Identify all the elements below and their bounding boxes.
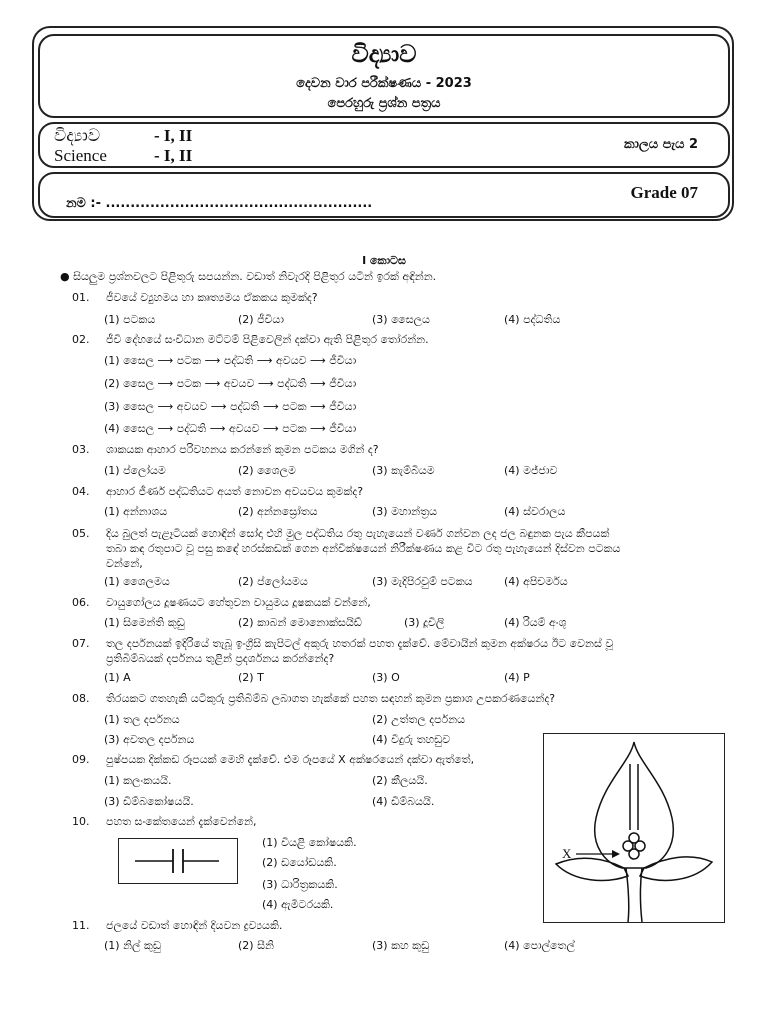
question-number: 10. bbox=[72, 815, 90, 828]
flower-diagram bbox=[543, 733, 725, 923]
question-text: ජීවී දේහයේ සංවිධාන මට්ටම් පිළිවෙලින් දක්වා ඇති පිළිතුර තෝරන්න. bbox=[106, 333, 429, 346]
subject-code-en: - I, II bbox=[154, 146, 193, 165]
subject-sinhala: විද්‍යාව - I, II bbox=[54, 126, 193, 145]
option[interactable]: (1) කලංකයයි. bbox=[104, 774, 172, 787]
option[interactable]: (4) වීදුරු තහඩුව bbox=[372, 733, 451, 746]
option[interactable]: (4) පොල්තෙල් bbox=[504, 939, 575, 952]
option[interactable]: (4) පද්ධතිය bbox=[504, 313, 561, 326]
option[interactable]: (4) ඇමීටරයකි. bbox=[262, 898, 334, 911]
exam-name: දෙවන වාර පරීක්ෂණය - 2023 bbox=[296, 76, 472, 91]
question-number: 03. bbox=[72, 443, 90, 456]
option[interactable]: (1) අන්නාශය bbox=[104, 505, 168, 518]
subject-english: Science - I, II bbox=[54, 146, 193, 165]
option[interactable]: (1) නිල් කුඩු bbox=[104, 939, 161, 952]
question-text-line3: වන්නේ, bbox=[106, 557, 143, 570]
question-text: ශාකයක ආහාර පරිවහනය කරන්නේ කුමන පටකය මගින් ද? bbox=[106, 443, 379, 456]
option[interactable]: (1) පටකය bbox=[104, 313, 156, 326]
option[interactable]: (1) ප්ලෝයම bbox=[104, 464, 166, 477]
question-number: 04. bbox=[72, 485, 90, 498]
option[interactable]: (4) ඩිම්බයයි. bbox=[372, 795, 435, 808]
option[interactable]: (1) තල දර්පනය bbox=[104, 713, 180, 726]
option[interactable]: (2) උත්තල දර්පනය bbox=[372, 713, 466, 726]
question-text: පුෂ්පයක දික්කඩ රූපයක් මෙහි දැක්වේ. එම රූපයේ X අක්ෂරයෙන් දක්වා ඇත්තේ, bbox=[106, 753, 475, 766]
grade-label: Grade 07 bbox=[630, 183, 698, 202]
question-text: තල දර්පනයක් ඉදිරියේ තැබූ ඉංග්‍රීසි කැපිටල් අකුරු හතරක් පහත දැක්වේ. මේවායින් කුමන අක්ෂරය ඊට වෙනස් වූ bbox=[106, 637, 614, 650]
title-box bbox=[38, 34, 730, 118]
paper-name: පෙරහුරු ප්‍රශ්න පත්‍රය bbox=[327, 96, 441, 111]
question-text: ජලයේ වඩාත් හොඳින් දියවන ද්‍රව්‍යයකි. bbox=[106, 919, 283, 932]
name-field[interactable]: නම :- ...................................................... bbox=[66, 196, 373, 211]
question-text: ජීවයේ ව්‍යුහමය හා කෘත්‍යමය ඒකකය කුමක්ද? bbox=[106, 291, 318, 304]
option[interactable]: (4) P bbox=[504, 671, 530, 684]
option[interactable]: (3) කහ කුඩු bbox=[372, 939, 430, 952]
option[interactable]: (2) T bbox=[238, 671, 264, 684]
question-number: 08. bbox=[72, 692, 90, 705]
time-allowed: කාලය පැය 2 bbox=[624, 137, 698, 152]
option[interactable]: (3) සෛලය bbox=[372, 313, 430, 326]
question-number: 09. bbox=[72, 753, 90, 766]
name-box bbox=[38, 172, 730, 218]
option[interactable]: (2) ප්ලෝයමය bbox=[238, 575, 308, 588]
option[interactable]: (1) සෛල ⟶ පටක ⟶ පද්ධති ⟶ අවයව ⟶ ජීවියා bbox=[104, 354, 357, 367]
section-title: I කොටස bbox=[362, 254, 406, 267]
option[interactable]: (2) ඩයෝඩයකි. bbox=[262, 856, 337, 869]
question-text: පහත සංකේතයෙන් දැක්වෙන්නේ, bbox=[106, 815, 257, 828]
capacitor-symbol bbox=[119, 839, 237, 883]
x-label: X bbox=[562, 846, 572, 861]
option[interactable]: (4) සෛල ⟶ පද්ධති ⟶ අවයව ⟶ පටක ⟶ ජීවියා bbox=[104, 422, 357, 435]
option[interactable]: (3) O bbox=[372, 671, 400, 684]
question-text: ආහාර ජීර්ණ පද්ධතියට අයත් නොවන අවයවය කුමක්ද? bbox=[106, 485, 364, 498]
question-text: දිය බුලත් පැළෑටියක් හොඳින් සෝදා එහි මුල පද්ධතිය රතු පැහැයෙන් වර්ණ ගන්වන ලද ජල බඳුනක පැය කීපයක් bbox=[106, 527, 610, 540]
page-title: විද්‍යාව bbox=[351, 40, 417, 68]
option[interactable]: (2) කාබන් මොනොක්සයිඩ් bbox=[238, 616, 362, 629]
option[interactable]: (3) සෛල ⟶ අවයව ⟶ පද්ධති ⟶ පටක ⟶ ජීවියා bbox=[104, 400, 357, 413]
question-number: 06. bbox=[72, 596, 90, 609]
option[interactable]: (3) ධාරිත්‍රකයකි. bbox=[262, 878, 338, 891]
option[interactable]: (3) අවතල දර්පනය bbox=[104, 733, 195, 746]
instruction: ● සියලුම ප්‍රශ්නවලට පිළිතුරු සපයන්න. වඩාත් නිවැරදි පිළිතුර යටින් ඉරක් අඳින්න. bbox=[60, 270, 437, 283]
option[interactable]: (3) මැදිපිරවුම් පටකය bbox=[372, 575, 473, 588]
question-text-line2: ප්‍රතිබිම්බයක් දර්පනය තුළින් ප්‍රදර්ශනය කරන්නේද? bbox=[106, 652, 335, 665]
option[interactable]: (2) ශෛලම bbox=[238, 464, 296, 477]
circuit-symbol-box bbox=[118, 838, 238, 884]
question-number: 07. bbox=[72, 637, 90, 650]
option[interactable]: (1) සිමෙන්ති කුඩු bbox=[104, 616, 185, 629]
option[interactable]: (1) A bbox=[104, 671, 131, 684]
question-number: 01. bbox=[72, 291, 90, 304]
option[interactable]: (1) ශෛලමය bbox=[104, 575, 170, 588]
option[interactable]: (3) දූවිලි bbox=[404, 616, 445, 629]
question-text: වායුගෝලය දූෂණයට හේතුවන වායුමය දූෂකයක් වන්නේ, bbox=[106, 596, 371, 609]
option[interactable]: (3) කැම්බියම bbox=[372, 464, 435, 477]
question-number: 11. bbox=[72, 919, 90, 932]
subject-code: - I, II bbox=[154, 126, 193, 145]
option[interactable]: (2) අන්නස්‍රෝතය bbox=[238, 505, 318, 518]
option[interactable]: (3) ඩිම්බකෝෂයයි. bbox=[104, 795, 194, 808]
option[interactable]: (2) ජීවියා bbox=[238, 313, 284, 326]
question-number: 05. bbox=[72, 527, 90, 540]
option[interactable]: (2) සීනි bbox=[238, 939, 274, 952]
flower-drawing bbox=[544, 734, 724, 922]
subject-box bbox=[38, 122, 730, 168]
option[interactable]: (4) ස්වරාලය bbox=[504, 505, 566, 518]
option[interactable]: (3) මහාන්ත්‍රය bbox=[372, 505, 438, 518]
option[interactable]: (2) කීලයයි. bbox=[372, 774, 428, 787]
option[interactable]: (2) සෛල ⟶ පටක ⟶ අවයව ⟶ පද්ධති ⟶ ජීවියා bbox=[104, 377, 357, 390]
question-text: තිරයකට ගතහැකි යටිකුරු ප්‍රතිබිම්බ ලබාගත හැක්කේ පහත සඳහන් කුමන ප්‍රකාශ උපකරණයෙන්ද? bbox=[106, 692, 556, 705]
question-number: 02. bbox=[72, 333, 90, 346]
option[interactable]: (4) අපිචර්මය bbox=[504, 575, 568, 588]
option[interactable]: (1) වියළි කෝෂයකි. bbox=[262, 836, 357, 849]
option[interactable]: (4) රියම් අංශු bbox=[504, 616, 567, 629]
option[interactable]: (4) මජ්ජාව bbox=[504, 464, 558, 477]
question-text-line2: තබා කඳ රතුපාට වූ පසු කඳේ හරස්කඩක් ගෙන අන්වීක්ෂයෙන් නිරීක්ෂණය කළ විට රතු පැහැයෙන් දිස්වන පටකය bbox=[106, 542, 621, 555]
